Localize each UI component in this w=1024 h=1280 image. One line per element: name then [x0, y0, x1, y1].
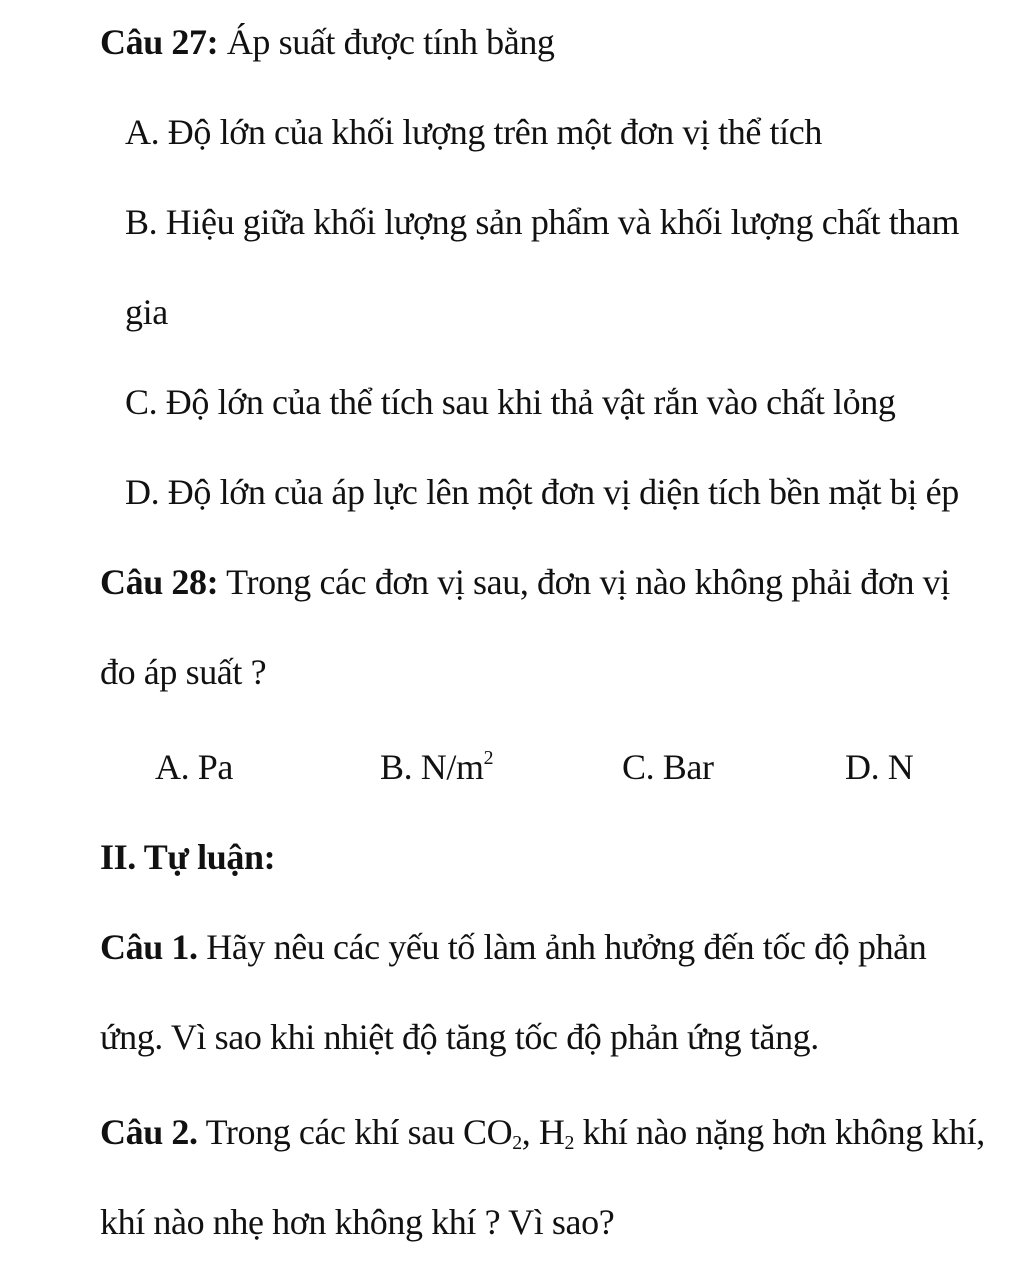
option-b: B. Hiệu giữa khối lượng sản phẩm và khối lượng chất tham — [125, 202, 960, 242]
essay-question-2 — [100, 1110, 1012, 1154]
essay-question-1-cont: ứng. Vì sao khi nhiệt độ tăng tốc độ phản ứng tăng. — [100, 1017, 819, 1057]
option-c: C. Độ lớn của thể tích sau khi thả vật rắn vào chất lỏng — [125, 382, 896, 422]
superscript: 2 — [483, 747, 494, 770]
question-28-title — [100, 560, 1012, 604]
subscript: 2 — [512, 1131, 522, 1154]
option-a: A. Pa — [155, 747, 233, 787]
essay-question-1 — [100, 925, 1012, 969]
question-label: Câu 2. — [100, 1112, 198, 1152]
option-d: D. N — [845, 747, 914, 787]
option-c: C. Bar — [622, 747, 714, 787]
question-text: Trong các đơn vị sau, đơn vị nào không phải đơn vị — [218, 562, 950, 602]
question-label: Câu 28: — [100, 562, 219, 602]
subscript: 2 — [564, 1131, 575, 1154]
text: Trong các khí sau CO — [197, 1112, 513, 1152]
option-b-continued: gia — [125, 292, 168, 332]
section-heading: II. Tự luận: — [100, 837, 276, 877]
question-text: Hãy nêu các yếu tố làm ảnh hưởng đến tốc độ phản — [197, 927, 927, 967]
essay-question-2-cont: khí nào nhẹ hơn không khí ? Vì sao? — [100, 1202, 615, 1242]
option-b — [380, 745, 493, 789]
question-text: Áp suất được tính bằng — [218, 22, 555, 62]
question-label: Câu 27: — [100, 22, 219, 62]
text: , H — [521, 1112, 565, 1152]
question-27-title — [100, 20, 1012, 64]
option-d: D. Độ lớn của áp lực lên một đơn vị diện tích bền mặt bị ép — [125, 472, 959, 512]
text: khí nào nặng hơn không khí, — [574, 1112, 985, 1152]
option-b-text: B. N/m — [380, 747, 484, 787]
question-28-text-cont: đo áp suất ? — [100, 652, 267, 692]
question-label: Câu 1. — [100, 927, 198, 967]
option-a: A. Độ lớn của khối lượng trên một đơn vị thể tích — [125, 112, 822, 152]
